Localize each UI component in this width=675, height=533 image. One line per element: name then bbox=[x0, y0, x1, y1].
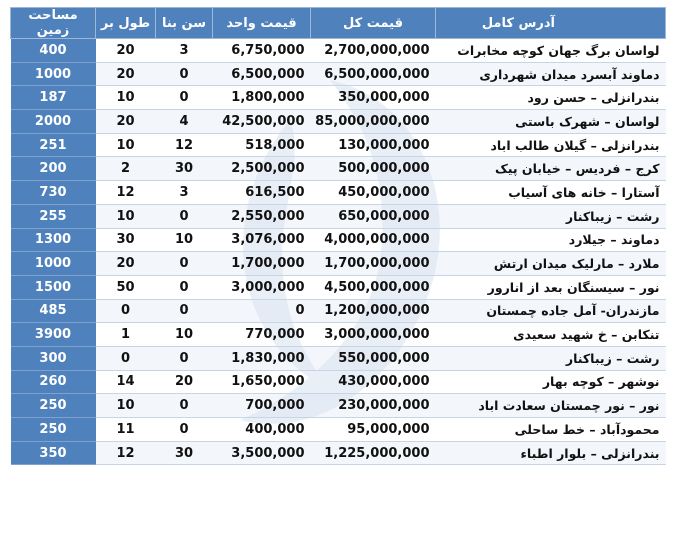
property-listing-table bbox=[10, 7, 666, 465]
cell-age: 0 bbox=[156, 418, 213, 442]
cell-address: بندرانزلی – حسن رود bbox=[436, 86, 666, 110]
cell-frontage: 50 bbox=[96, 275, 156, 299]
cell-total-price: 450,000,000 bbox=[311, 181, 436, 205]
cell-age: 4 bbox=[156, 110, 213, 134]
cell-total-price: 1,200,000,000 bbox=[311, 299, 436, 323]
table-row bbox=[11, 181, 666, 205]
cell-unit-price: 2,550,000 bbox=[213, 204, 311, 228]
cell-unit-price: 3,000,000 bbox=[213, 275, 311, 299]
cell-unit-price: 3,500,000 bbox=[213, 441, 311, 465]
cell-frontage: 20 bbox=[96, 252, 156, 276]
cell-frontage: 12 bbox=[96, 181, 156, 205]
table-row bbox=[11, 370, 666, 394]
cell-total-price: 650,000,000 bbox=[311, 204, 436, 228]
table-body bbox=[11, 39, 666, 465]
cell-address: تنکابن – خ شهید سعیدی bbox=[436, 323, 666, 347]
cell-unit-price: 2,500,000 bbox=[213, 157, 311, 181]
cell-area: 2000 bbox=[11, 110, 96, 134]
cell-age: 3 bbox=[156, 181, 213, 205]
cell-frontage: 11 bbox=[96, 418, 156, 442]
table-header-row bbox=[11, 8, 666, 39]
cell-area: 730 bbox=[11, 181, 96, 205]
table-row bbox=[11, 110, 666, 134]
cell-area: 1500 bbox=[11, 275, 96, 299]
cell-total-price: 2,700,000,000 bbox=[311, 39, 436, 63]
cell-age: 0 bbox=[156, 252, 213, 276]
cell-age: 0 bbox=[156, 299, 213, 323]
table-row bbox=[11, 418, 666, 442]
cell-age: 30 bbox=[156, 157, 213, 181]
cell-unit-price: 1,650,000 bbox=[213, 370, 311, 394]
cell-area: 3900 bbox=[11, 323, 96, 347]
cell-area: 251 bbox=[11, 133, 96, 157]
cell-age: 10 bbox=[156, 228, 213, 252]
header-unit-price: قیمت واحد bbox=[213, 8, 311, 39]
cell-age: 0 bbox=[156, 86, 213, 110]
cell-total-price: 85,000,000,000 bbox=[311, 110, 436, 134]
cell-unit-price: 400,000 bbox=[213, 418, 311, 442]
header-total-price: قیمت کل bbox=[311, 8, 436, 39]
cell-age: 20 bbox=[156, 370, 213, 394]
cell-age: 10 bbox=[156, 323, 213, 347]
cell-age: 30 bbox=[156, 441, 213, 465]
cell-area: 1300 bbox=[11, 228, 96, 252]
table-row bbox=[11, 157, 666, 181]
cell-unit-price: 616,500 bbox=[213, 181, 311, 205]
cell-area: 485 bbox=[11, 299, 96, 323]
cell-unit-price: 1,700,000 bbox=[213, 252, 311, 276]
cell-address: محمودآباد – خط ساحلی bbox=[436, 418, 666, 442]
cell-address: بندرانزلی – بلوار اطباء bbox=[436, 441, 666, 465]
cell-address: لواسان برگ جهان کوچه مخابرات bbox=[436, 39, 666, 63]
cell-age: 12 bbox=[156, 133, 213, 157]
cell-age: 0 bbox=[156, 204, 213, 228]
cell-frontage: 0 bbox=[96, 346, 156, 370]
cell-total-price: 350,000,000 bbox=[311, 86, 436, 110]
cell-area: 255 bbox=[11, 204, 96, 228]
cell-address: آستارا – خانه های آسیاب bbox=[436, 181, 666, 205]
cell-total-price: 6,500,000,000 bbox=[311, 62, 436, 86]
cell-frontage: 20 bbox=[96, 39, 156, 63]
cell-frontage: 12 bbox=[96, 441, 156, 465]
cell-total-price: 3,000,000,000 bbox=[311, 323, 436, 347]
cell-address: نور – سیسنگان بعد از انارور bbox=[436, 275, 666, 299]
cell-area: 300 bbox=[11, 346, 96, 370]
cell-unit-price: 6,500,000 bbox=[213, 62, 311, 86]
table-row bbox=[11, 346, 666, 370]
cell-total-price: 1,700,000,000 bbox=[311, 252, 436, 276]
table-row bbox=[11, 86, 666, 110]
cell-address: مازندران- آمل جاده چمستان bbox=[436, 299, 666, 323]
cell-frontage: 10 bbox=[96, 86, 156, 110]
cell-area: 400 bbox=[11, 39, 96, 63]
table-row bbox=[11, 299, 666, 323]
cell-frontage: 10 bbox=[96, 204, 156, 228]
cell-address: کرج – فردیس – خیابان پیک bbox=[436, 157, 666, 181]
cell-frontage: 0 bbox=[96, 299, 156, 323]
cell-age: 3 bbox=[156, 39, 213, 63]
cell-frontage: 10 bbox=[96, 394, 156, 418]
cell-frontage: 20 bbox=[96, 110, 156, 134]
cell-area: 200 bbox=[11, 157, 96, 181]
cell-address: نور – نور چمستان سعادت اباد bbox=[436, 394, 666, 418]
cell-area: 1000 bbox=[11, 62, 96, 86]
cell-frontage: 1 bbox=[96, 323, 156, 347]
cell-address: دماوند – جیلارد bbox=[436, 228, 666, 252]
cell-age: 0 bbox=[156, 394, 213, 418]
table-row bbox=[11, 441, 666, 465]
header-address: آدرس کامل bbox=[436, 8, 666, 39]
cell-frontage: 14 bbox=[96, 370, 156, 394]
cell-area: 260 bbox=[11, 370, 96, 394]
cell-address: نوشهر – کوچه بهار bbox=[436, 370, 666, 394]
table-row bbox=[11, 133, 666, 157]
cell-frontage: 20 bbox=[96, 62, 156, 86]
cell-address: لواسان – شهرک باستی bbox=[436, 110, 666, 134]
cell-total-price: 430,000,000 bbox=[311, 370, 436, 394]
header-age: سن بنا bbox=[156, 8, 213, 39]
cell-total-price: 4,000,000,000 bbox=[311, 228, 436, 252]
header-area: مساحت زمین bbox=[11, 8, 96, 39]
cell-total-price: 500,000,000 bbox=[311, 157, 436, 181]
cell-unit-price: 770,000 bbox=[213, 323, 311, 347]
cell-unit-price: 700,000 bbox=[213, 394, 311, 418]
cell-address: رشت – زیباکنار bbox=[436, 204, 666, 228]
table-row bbox=[11, 323, 666, 347]
cell-area: 250 bbox=[11, 418, 96, 442]
cell-area: 187 bbox=[11, 86, 96, 110]
cell-unit-price: 1,830,000 bbox=[213, 346, 311, 370]
table-row bbox=[11, 228, 666, 252]
cell-age: 0 bbox=[156, 346, 213, 370]
cell-age: 0 bbox=[156, 275, 213, 299]
cell-frontage: 30 bbox=[96, 228, 156, 252]
cell-total-price: 4,500,000,000 bbox=[311, 275, 436, 299]
header-frontage: طول بر bbox=[96, 8, 156, 39]
cell-age: 0 bbox=[156, 62, 213, 86]
cell-unit-price: 42,500,000 bbox=[213, 110, 311, 134]
table-row bbox=[11, 39, 666, 63]
cell-total-price: 1,225,000,000 bbox=[311, 441, 436, 465]
table-row bbox=[11, 204, 666, 228]
cell-address: ملارد – مارلیک میدان ارتش bbox=[436, 252, 666, 276]
cell-unit-price: 1,800,000 bbox=[213, 86, 311, 110]
table-row bbox=[11, 62, 666, 86]
cell-area: 350 bbox=[11, 441, 96, 465]
cell-address: بندرانزلی – گیلان طالب اباد bbox=[436, 133, 666, 157]
cell-address: رشت – زیباکنار bbox=[436, 346, 666, 370]
cell-address: دماوند آبسرد میدان شهرداری bbox=[436, 62, 666, 86]
cell-total-price: 95,000,000 bbox=[311, 418, 436, 442]
cell-unit-price: 518,000 bbox=[213, 133, 311, 157]
cell-area: 250 bbox=[11, 394, 96, 418]
cell-frontage: 10 bbox=[96, 133, 156, 157]
table-row bbox=[11, 275, 666, 299]
table-row bbox=[11, 394, 666, 418]
table-row bbox=[11, 252, 666, 276]
cell-unit-price: 3,076,000 bbox=[213, 228, 311, 252]
cell-total-price: 550,000,000 bbox=[311, 346, 436, 370]
cell-total-price: 130,000,000 bbox=[311, 133, 436, 157]
cell-unit-price: 0 bbox=[213, 299, 311, 323]
cell-total-price: 230,000,000 bbox=[311, 394, 436, 418]
cell-area: 1000 bbox=[11, 252, 96, 276]
cell-frontage: 2 bbox=[96, 157, 156, 181]
cell-unit-price: 6,750,000 bbox=[213, 39, 311, 63]
